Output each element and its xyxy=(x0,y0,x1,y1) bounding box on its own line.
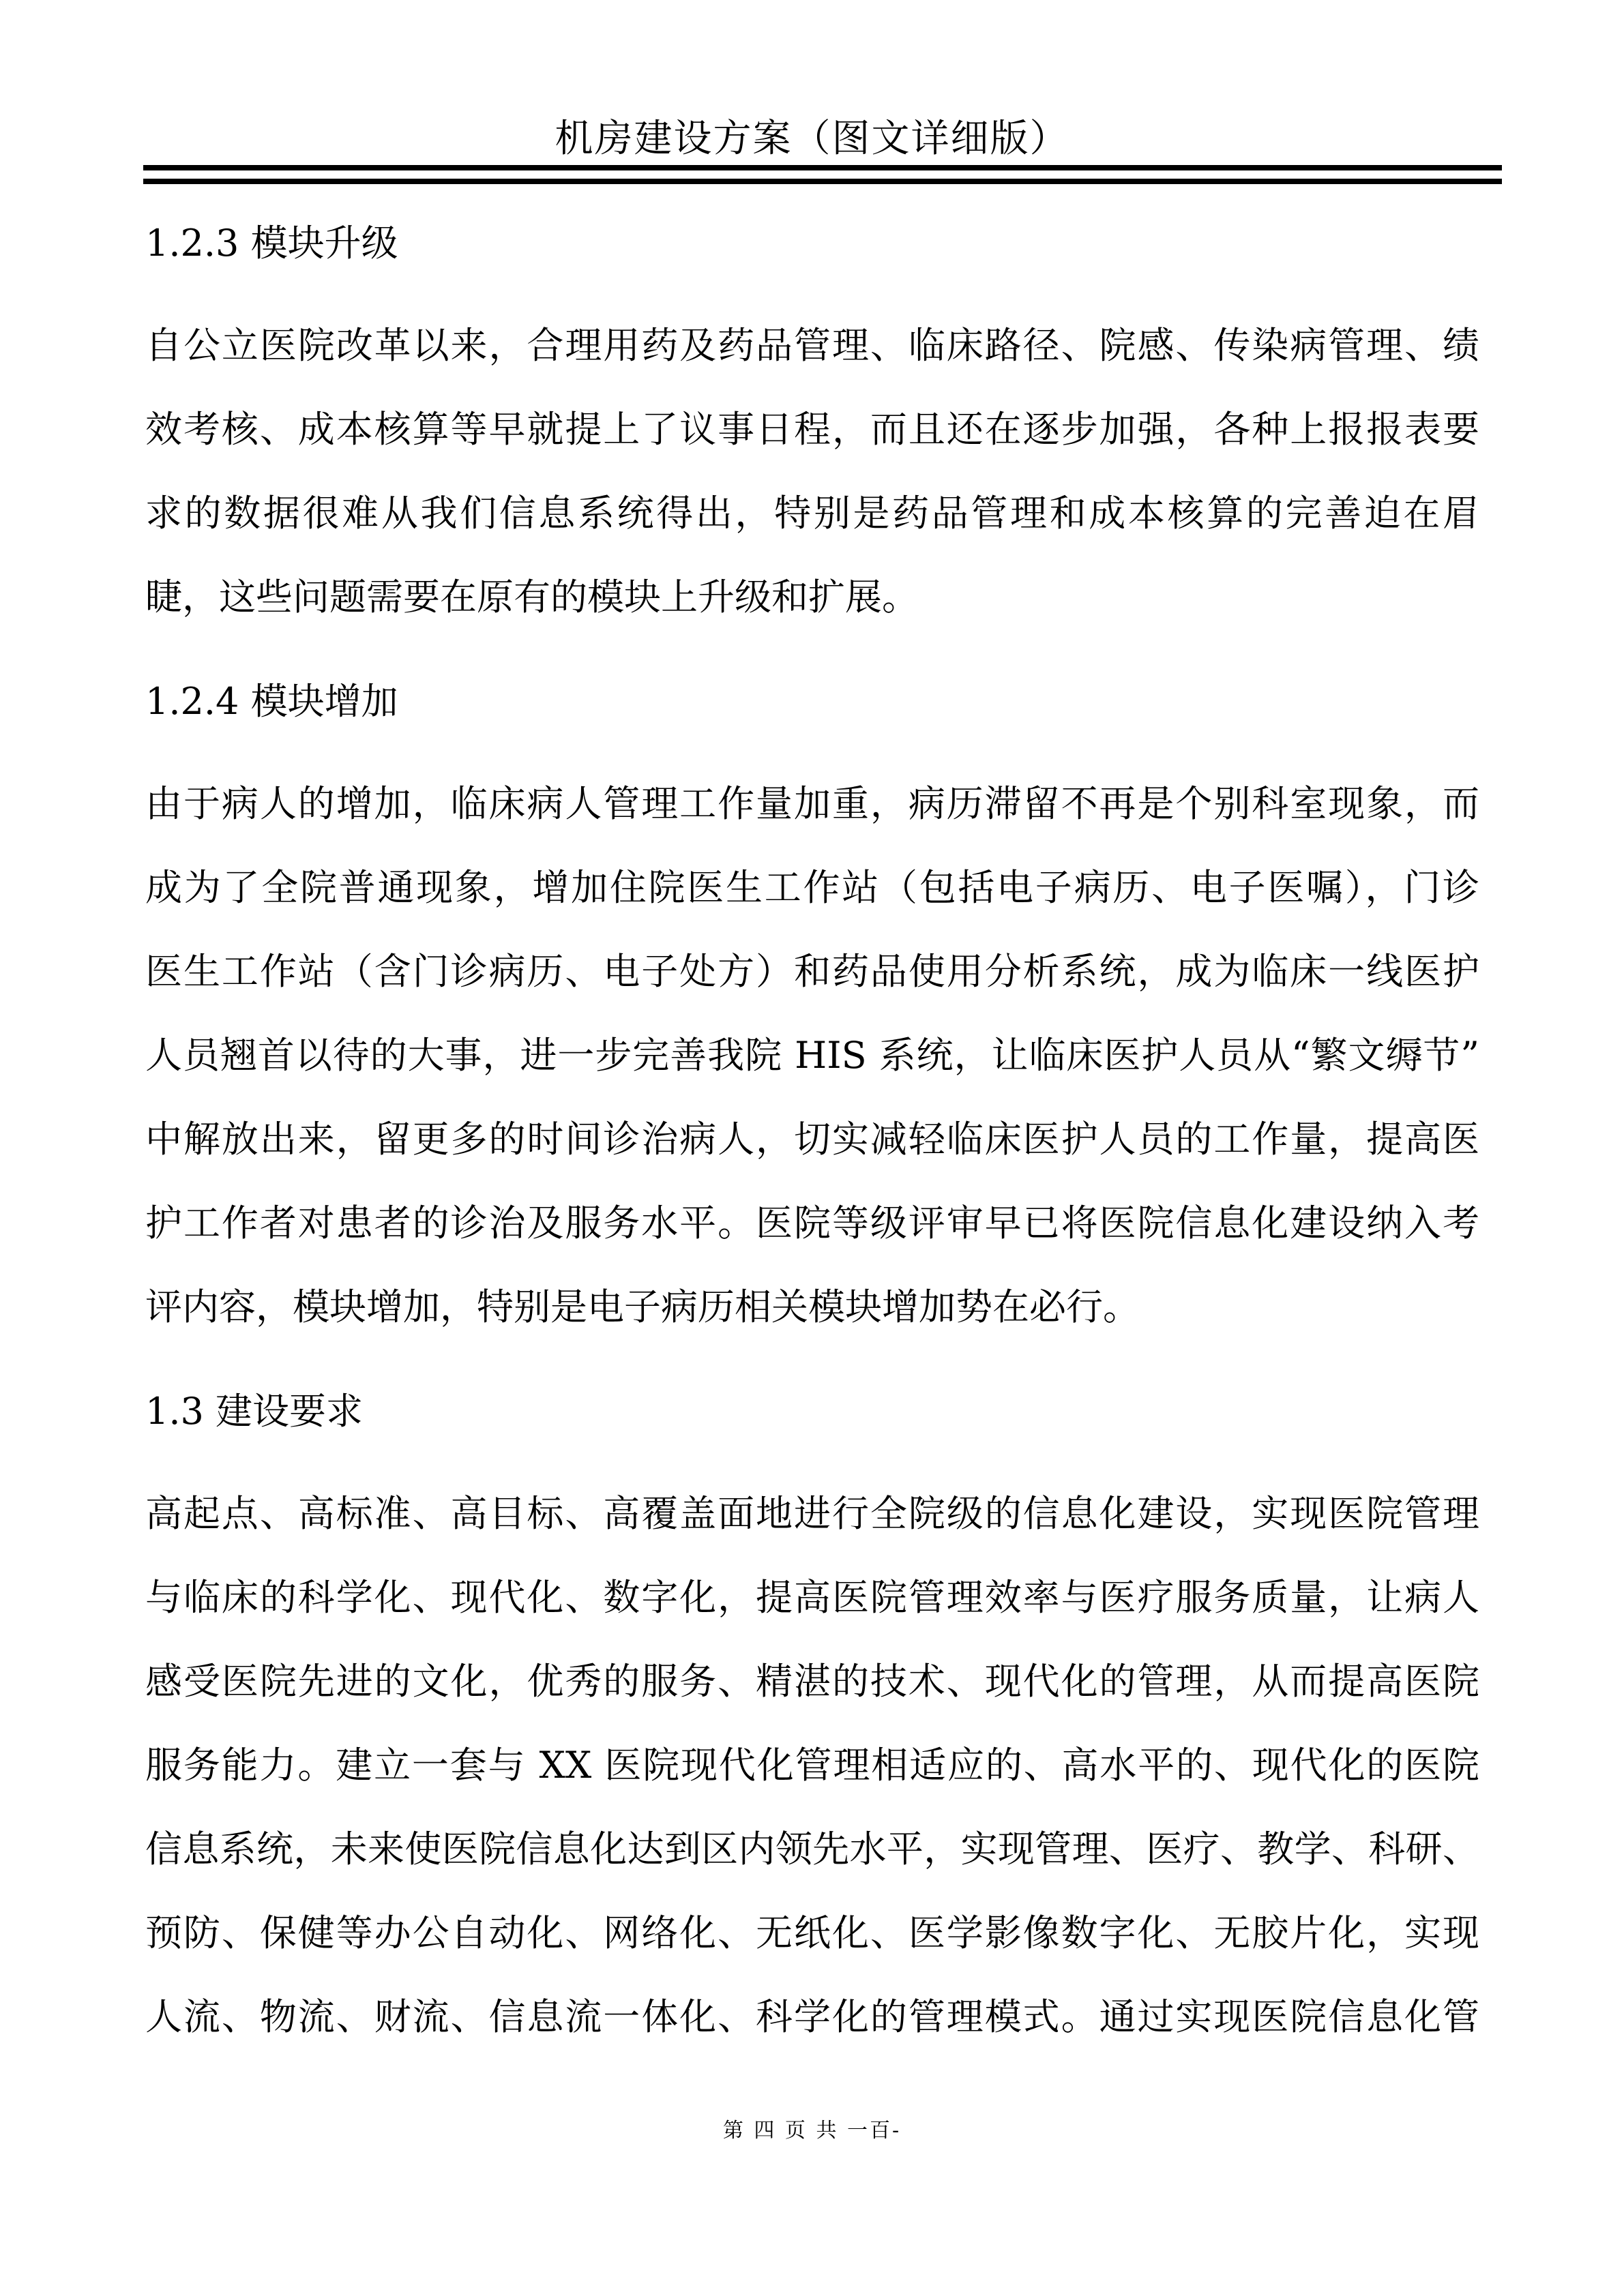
paragraph-line: 人员翘首以待的大事，进一步完善我院 HIS 系统，让临床医护人员从“繁文缛节” xyxy=(145,1034,1479,1077)
section-heading: 1.2.3 模块升级 xyxy=(145,222,398,265)
paragraph-line: 评内容，模块增加，特别是电子病历相关模块增加势在必行。 xyxy=(145,1285,1140,1328)
paragraph-line: 由于病人的增加，临床病人管理工作量加重，病历滞留不再是个别科室现象，而 xyxy=(145,782,1479,825)
paragraph-line: 服务能力。建立一套与 XX 医院现代化管理相适应的、高水平的、现代化的医院 xyxy=(145,1744,1479,1787)
document-header-title: 机房建设方案（图文详细版） xyxy=(555,117,1069,161)
section-heading: 1.3 建设要求 xyxy=(145,1390,364,1433)
paragraph-line: 人流、物流、财流、信息流一体化、科学化的管理模式。通过实现医院信息化管 xyxy=(145,1995,1479,2038)
paragraph-line: 效考核、成本核算等早就提上了议事日程，而且还在逐步加强，各种上报报表要 xyxy=(145,408,1479,451)
paragraph-line: 成为了全院普通现象，增加住院医生工作站（包括电子病历、电子医嘱），门诊 xyxy=(145,866,1479,909)
paragraph-line: 自公立医院改革以来，合理用药及药品管理、临床路径、院感、传染病管理、绩 xyxy=(145,324,1479,367)
paragraph-line: 与临床的科学化、现代化、数字化，提高医院管理效率与医疗服务质量，让病人 xyxy=(145,1576,1479,1619)
paragraph-line: 护工作者对患者的诊治及服务水平。医院等级评审早已将医院信息化建设纳入考 xyxy=(145,1202,1479,1244)
paragraph xyxy=(145,303,1479,639)
page-number-label: 第 四 页 共 一百- xyxy=(722,2119,902,2143)
paragraph-line: 感受医院先进的文化，优秀的服务、精湛的技术、现代化的管理，从而提高医院 xyxy=(145,1660,1479,1703)
header-rule-top-bar xyxy=(143,165,1502,170)
page-footer xyxy=(0,2117,1624,2145)
paragraph-line: 高起点、高标准、高目标、高覆盖面地进行全院级的信息化建设，实现医院管理 xyxy=(145,1492,1479,1535)
paragraph-line: 信息系统，未来使医院信息化达到区内领先水平，实现管理、医疗、教学、科研、 xyxy=(145,1828,1479,1870)
paragraph xyxy=(145,1472,1479,2059)
paragraph-line: 睫，这些问题需要在原有的模块上升级和扩展。 xyxy=(145,576,919,618)
document-body xyxy=(145,181,1479,2059)
paragraph-line: 预防、保健等办公自动化、网络化、无纸化、医学影像数字化、无胶片化，实现 xyxy=(145,1911,1479,1954)
paragraph xyxy=(145,762,1479,1349)
paragraph-line: 中解放出来，留更多的时间诊治病人，切实减轻临床医护人员的工作量，提高医 xyxy=(145,1118,1479,1161)
paragraph-line: 求的数据很难从我们信息系统得出，特别是药品管理和成本核算的完善迫在眉 xyxy=(145,492,1479,535)
paragraph-line: 医生工作站（含门诊病历、电子处方）和药品使用分析系统，成为临床一线医护 xyxy=(145,950,1479,993)
section-heading: 1.2.4 模块增加 xyxy=(145,680,398,723)
